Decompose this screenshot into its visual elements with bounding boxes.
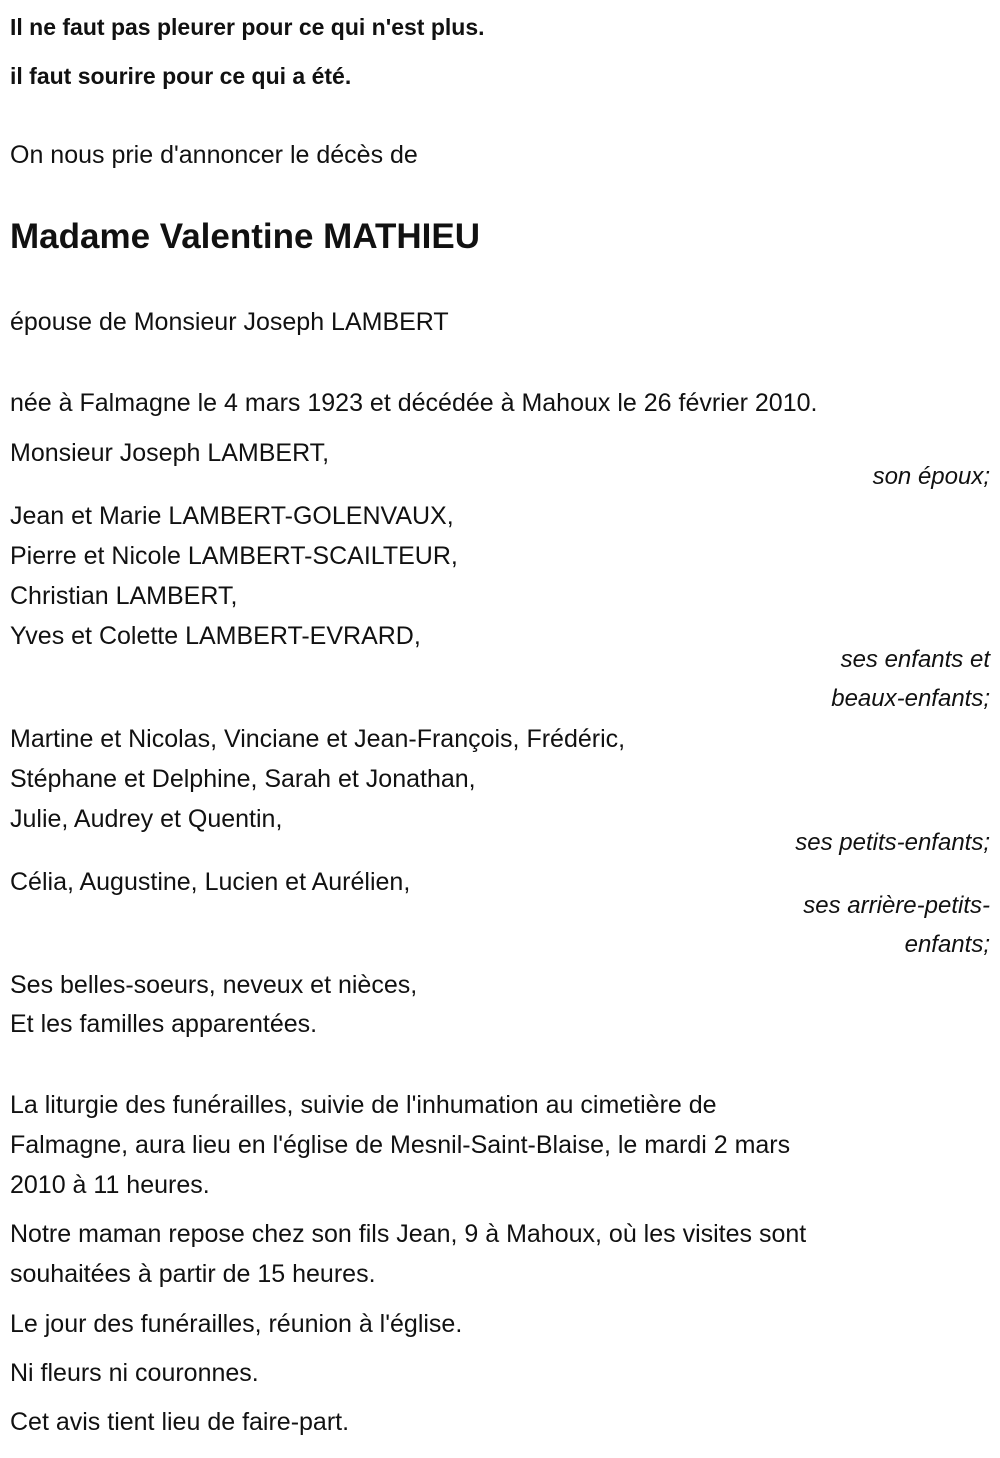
others: Ses belles-soeurs, neveux et nièces,: [10, 971, 418, 999]
great-grandchildren: Célia, Augustine, Lucien et Aurélien,: [10, 868, 411, 896]
children-role: beaux-enfants;: [831, 685, 990, 712]
funeral-text: 2010 à 11 heures.: [10, 1171, 210, 1199]
motto-line: Il ne faut pas pleurer pour ce qui n'est plus.: [10, 14, 485, 40]
grandchildren: Julie, Audrey et Quentin,: [10, 805, 283, 833]
great-grandchildren-role: enfants;: [904, 931, 990, 958]
child: Jean et Marie LAMBERT-GOLENVAUX,: [10, 502, 454, 530]
deceased-name: Madame Valentine MATHIEU: [10, 217, 481, 256]
child: Christian LAMBERT,: [10, 582, 238, 610]
spouse-name: Monsieur Joseph LAMBERT,: [10, 439, 330, 467]
grandchildren: Stéphane et Delphine, Sarah et Jonathan,: [10, 765, 476, 793]
child: Yves et Colette LAMBERT-EVRARD,: [10, 622, 421, 650]
spouse-role: son époux;: [872, 463, 990, 490]
great-grandchildren-role: ses arrière-petits-: [803, 892, 990, 919]
birth-death-line: née à Falmagne le 4 mars 1923 et décédée à Mahoux le 26 février 2010.: [10, 389, 818, 417]
flowers-text: Ni fleurs ni couronnes.: [10, 1359, 259, 1387]
child: Pierre et Nicole LAMBERT-SCAILTEUR,: [10, 542, 458, 570]
meeting-text: Le jour des funérailles, réunion à l'église.: [10, 1310, 463, 1338]
notice-text: Cet avis tient lieu de faire-part.: [10, 1408, 350, 1436]
intro-text: On nous prie d'annoncer le décès de: [10, 141, 418, 169]
children-role: ses enfants et: [840, 646, 990, 673]
motto-line: il faut sourire pour ce qui a été.: [10, 63, 352, 89]
grandchildren: Martine et Nicolas, Vinciane et Jean-François, Frédéric,: [10, 725, 626, 753]
visit-text: souhaitées à partir de 15 heures.: [10, 1260, 376, 1288]
others: Et les familles apparentées.: [10, 1010, 318, 1038]
spouse-line: épouse de Monsieur Joseph LAMBERT: [10, 308, 449, 336]
funeral-text: Falmagne, aura lieu en l'église de Mesnil-Saint-Blaise, le mardi 2 mars: [10, 1131, 791, 1159]
visit-text: Notre maman repose chez son fils Jean, 9 à Mahoux, où les visites sont: [10, 1220, 807, 1248]
funeral-text: La liturgie des funérailles, suivie de l'inhumation au cimetière de: [10, 1091, 717, 1119]
grandchildren-role: ses petits-enfants;: [795, 829, 990, 856]
